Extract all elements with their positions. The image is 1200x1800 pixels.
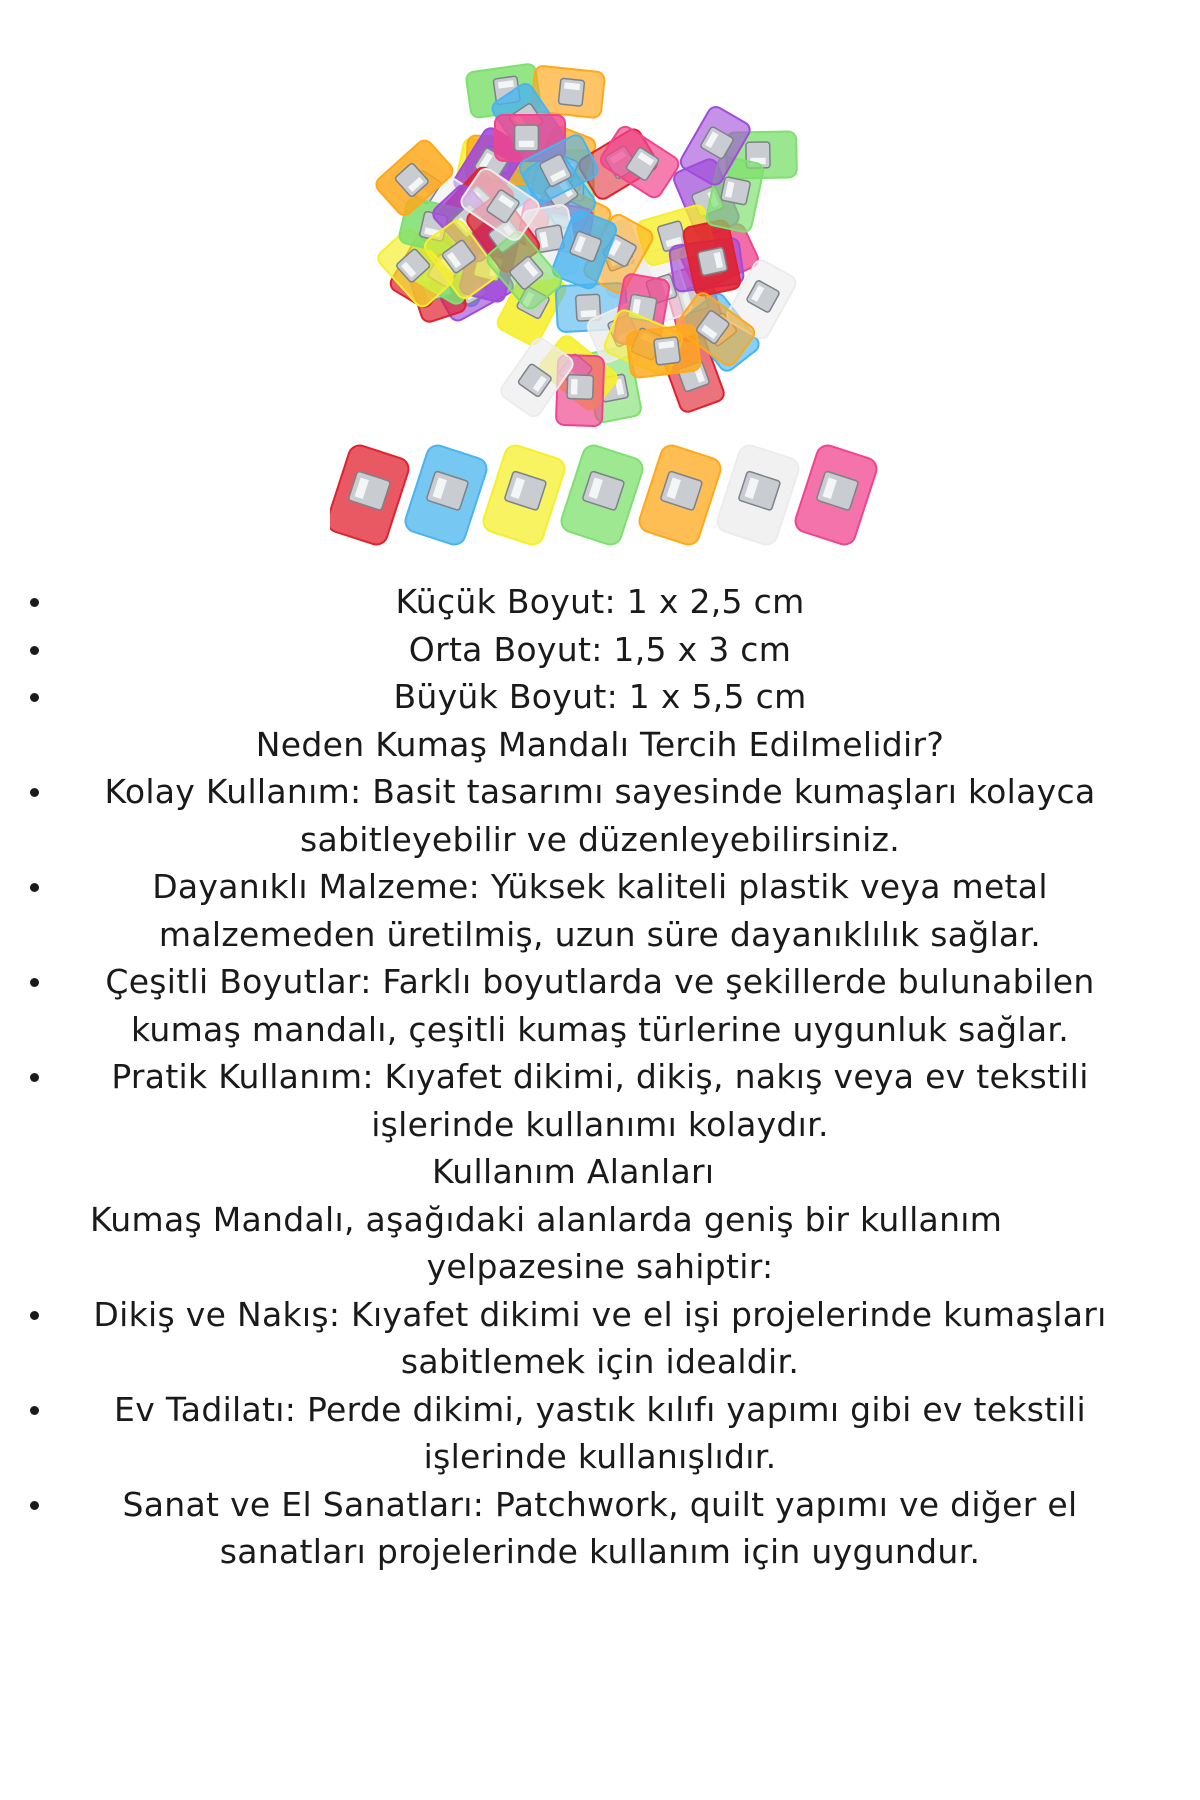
feature-item: Kolay Kullanım: Basit tasarımı sayesinde kumaşları kolayca (0, 768, 1200, 816)
size-item: Büyük Boyut: 1 x 5,5 cm (0, 673, 1200, 721)
bullet-icon (30, 1311, 39, 1320)
usage-intro-cont: yelpazesine sahiptir: (426, 1247, 774, 1286)
feature-item-cont: malzemeden üretilmiş, uzun süre dayanıklılık sağlar. (158, 914, 1042, 954)
clip-icon (559, 443, 646, 548)
why-heading: Neden Kumaş Mandalı Tercih Edilmelidir? (255, 724, 945, 764)
feature-item-cont: işlerinde kullanımı kolaydır. (371, 1104, 829, 1144)
clip-row (330, 443, 879, 548)
bullet-icon (30, 978, 39, 987)
bullet-icon (30, 693, 39, 702)
feature-item: Dayanıklı Malzeme: Yüksek kaliteli plastik veya metal (0, 863, 1200, 911)
usage-heading: Kullanım Alanları (432, 1152, 715, 1191)
usage-item-cont: sanatları projelerinde kullanım için uygundur. (219, 1532, 981, 1571)
bullet-icon (30, 883, 39, 892)
usage-item-cont: sabitlemek için idealdir. (400, 1342, 800, 1381)
clip-icon (793, 443, 880, 548)
clip-icon (715, 443, 802, 548)
size-item: Küçük Boyut: 1 x 2,5 cm (0, 578, 1200, 626)
usage-item: Dikiş ve Nakış: Kıyafet dikimi ve el işi projelerinde kumaşları (0, 1291, 1200, 1339)
feature-item-cont: kumaş mandalı, çeşitli kumaş türlerine uygunluk sağlar. (131, 1009, 1069, 1049)
feature-item: Çeşitli Boyutlar: Farklı boyutlarda ve şekillerde bulunabilen (0, 958, 1200, 1006)
clip-icon (637, 443, 724, 548)
bullet-icon (30, 1501, 39, 1510)
usage-item-cont: işlerinde kullanışlıdır. (423, 1437, 777, 1476)
feature-item-cont: sabitleyebilir ve düzenleyebilirsiniz. (300, 819, 900, 859)
size-item: Orta Boyut: 1,5 x 3 cm (0, 626, 1200, 674)
bullet-icon (30, 1073, 39, 1082)
clip-pile (373, 63, 798, 426)
usage-item: Sanat ve El Sanatları: Patchwork, quilt yapımı ve diğer el (0, 1481, 1200, 1529)
fabric-clips-photo (330, 50, 890, 570)
usage-intro: Kumaş Mandalı, aşağıdaki alanlarda geniş bir kullanım (90, 1199, 1003, 1239)
usage-item: Ev Tadilatı: Perde dikimi, yastık kılıfı yapımı gibi ev tekstili (0, 1386, 1200, 1434)
bullet-icon (30, 646, 39, 655)
product-description (0, 578, 1200, 1576)
feature-item: Pratik Kullanım: Kıyafet dikimi, dikiş, nakış veya ev tekstili (0, 1053, 1200, 1101)
bullet-icon (30, 598, 39, 607)
clip-icon (481, 443, 568, 548)
clip-icon (403, 443, 490, 548)
bullet-icon (30, 788, 39, 797)
bullet-icon (30, 1406, 39, 1415)
clip-icon (330, 443, 411, 548)
